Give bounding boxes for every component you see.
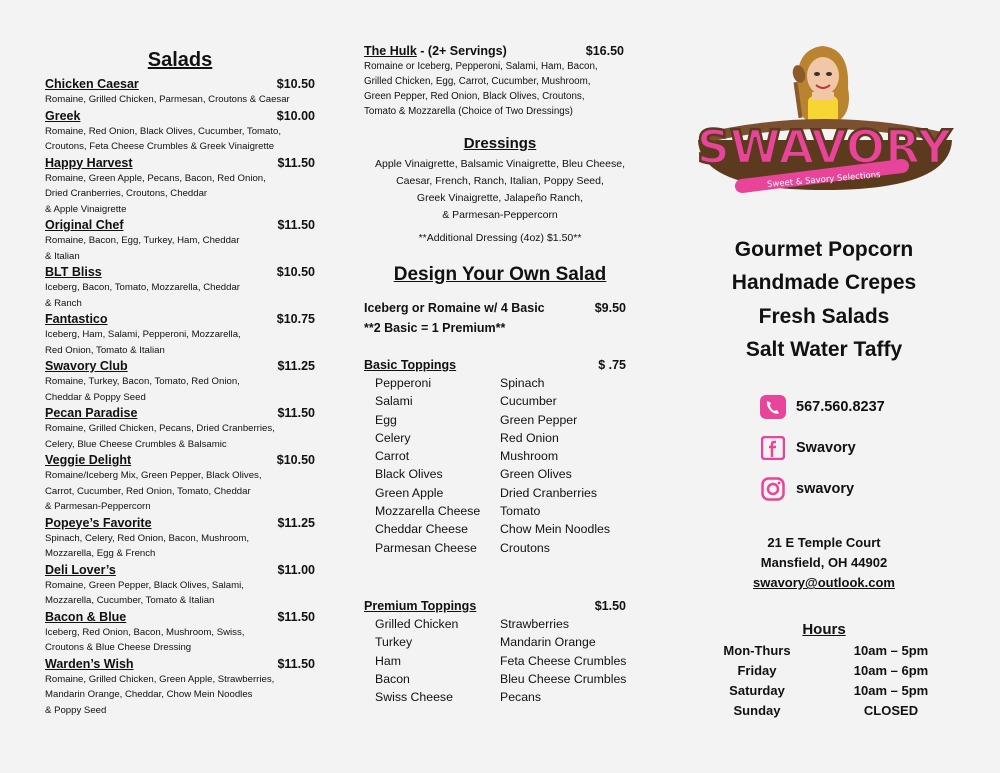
basic-topping-item: Parmesan Cheese xyxy=(375,540,477,555)
address-block xyxy=(690,533,958,593)
info-column xyxy=(690,40,958,721)
premium-topping-item: Ham xyxy=(375,653,401,668)
facebook-handle[interactable]: Swavory xyxy=(796,439,856,456)
dyo-base-price: $9.50 xyxy=(594,301,626,315)
basic-topping-item: Cheddar Cheese xyxy=(375,522,468,537)
salad-item-header xyxy=(45,657,315,672)
basic-topping-item: Mushroom xyxy=(500,449,559,464)
salad-item-header xyxy=(45,610,315,625)
dyo-base-label: Iceberg or Romaine w/ 4 Basic xyxy=(364,301,545,315)
basic-toppings-grid xyxy=(364,374,636,557)
salad-item xyxy=(45,77,315,108)
salad-name: Swavory Club xyxy=(45,359,128,373)
hours-time: 10am – 6pm xyxy=(853,663,929,679)
hours-day: Saturday xyxy=(729,683,785,699)
facebook-icon xyxy=(760,435,786,461)
contact-block xyxy=(690,386,958,509)
basic-topping-item: Mozzarella Cheese xyxy=(375,504,481,519)
middle-column xyxy=(364,44,636,706)
salad-list xyxy=(45,77,315,718)
premium-topping-item: Grilled Chicken xyxy=(375,616,459,631)
basic-topping-item: Pepperoni xyxy=(375,376,432,390)
hours-row xyxy=(690,641,958,661)
salad-description: Iceberg, Bacon, Tomato, Mozzarella, Cheddar & Ranch xyxy=(45,282,240,309)
basic-topping-item: Black Olives xyxy=(375,467,443,482)
salad-price: $11.25 xyxy=(277,515,315,530)
salad-name: Veggie Delight xyxy=(45,453,132,467)
salad-description: Iceberg, Red Onion, Bacon, Mushroom, Swiss, Croutons & Blue Cheese Dressing xyxy=(45,626,245,653)
salads-heading: Salads xyxy=(147,49,213,71)
premium-toppings-grid xyxy=(364,615,636,706)
hours-day: Sunday xyxy=(733,703,781,719)
basic-topping-item: Green Apple xyxy=(375,485,444,500)
basic-topping-item: Celery xyxy=(375,430,411,445)
logo-wordmark: SWAVORY xyxy=(696,120,952,174)
salad-name: Warden’s Wish xyxy=(45,656,134,671)
instagram-icon xyxy=(760,476,786,502)
salads-column xyxy=(45,44,315,719)
salad-item xyxy=(45,312,315,358)
dyo-base-line xyxy=(364,298,626,318)
salad-item-header xyxy=(45,109,315,124)
salad-item xyxy=(45,563,315,609)
dyo-note: **2 Basic = 1 Premium** xyxy=(364,321,506,335)
salad-item xyxy=(45,109,315,155)
logo-graphic xyxy=(690,40,958,200)
salad-price: $10.50 xyxy=(276,265,315,279)
additional-dressing-note: **Additional Dressing (4oz) $1.50** xyxy=(418,232,582,244)
salad-item xyxy=(45,406,315,452)
premium-topping-item: Swiss Cheese xyxy=(375,690,453,705)
salad-description: Romaine, Grilled Chicken, Parmesan, Croutons & Caesar xyxy=(45,94,290,105)
salad-description: Romaine, Green Pepper, Black Olives, Salami, Mozzarella, Cucumber, Tomato & Italian xyxy=(45,579,244,606)
salad-description: Romaine, Red Onion, Black Olives, Cucumber, Tomato, Croutons, Feta Cheese Crumbles & Greek Vinaigrette xyxy=(45,125,282,152)
basic-toppings-price: $ .75 xyxy=(598,358,626,372)
basic-topping-item: Salami xyxy=(375,394,413,409)
address-line-1: 21 E Temple Court xyxy=(767,535,881,551)
offerings-list xyxy=(690,233,958,366)
salad-item xyxy=(45,218,315,264)
salad-name: BLT Bliss xyxy=(45,265,102,279)
salad-item xyxy=(45,265,315,311)
salad-item xyxy=(45,453,315,515)
salad-item-header xyxy=(45,218,315,233)
salad-price: $11.25 xyxy=(277,359,315,373)
hours-row xyxy=(690,701,958,721)
salad-name: Deli Lover’s xyxy=(45,562,116,577)
instagram-handle[interactable]: swavory xyxy=(796,480,855,497)
hours-day: Friday xyxy=(737,663,777,679)
salad-item xyxy=(45,610,315,656)
salad-price: $11.50 xyxy=(277,218,315,232)
salad-price: $10.75 xyxy=(276,312,315,326)
hours-time: 10am – 5pm xyxy=(853,643,929,659)
basic-toppings-label: Basic Toppings xyxy=(364,358,457,372)
salad-description: Romaine, Green Apple, Pecans, Bacon, Red Onion, Dried Cranberries, Croutons, Cheddar & Apple Vinaigrette xyxy=(45,172,266,215)
basic-toppings-header xyxy=(364,356,626,374)
salad-name: Chicken Caesar xyxy=(45,77,139,91)
salad-price: $10.00 xyxy=(276,108,315,123)
email-link[interactable]: swavory@outlook.com xyxy=(753,575,895,591)
dressings-heading: Dressings xyxy=(463,135,537,152)
premium-toppings-label: Premium Toppings xyxy=(364,598,477,613)
salad-item-header xyxy=(45,265,315,280)
hours-row xyxy=(690,681,958,701)
salad-item-header xyxy=(45,406,315,421)
hulk-servings: - (2+ Servings) xyxy=(416,44,507,58)
salad-name: Greek xyxy=(45,108,81,123)
hours-time: CLOSED xyxy=(863,703,919,719)
hours-table xyxy=(690,641,958,721)
salad-item xyxy=(45,359,315,405)
offering-item: Salt Water Taffy xyxy=(745,337,903,361)
phone-icon xyxy=(760,394,786,420)
salad-item-header xyxy=(45,563,315,578)
basic-topping-item: Red Onion xyxy=(500,430,559,445)
basic-topping-item: Green Olives xyxy=(500,467,572,482)
hulk-name: The Hulk xyxy=(364,44,417,58)
hours-row xyxy=(690,661,958,681)
salad-description: Romaine, Bacon, Egg, Turkey, Ham, Cheddar & Italian xyxy=(45,235,240,262)
salad-price: $11.50 xyxy=(277,406,315,420)
offering-item: Gourmet Popcorn xyxy=(734,238,914,261)
salad-item-header xyxy=(45,312,315,327)
hours-heading: Hours xyxy=(802,621,846,639)
dressings-list: Apple Vinaigrette, Balsamic Vinaigrette, Bleu Cheese, Caesar, French, Ranch, Italian, Poppy Seed, Greek Vinaigrette, Jalapeño Ranch, & Parmesan-Peppercorn xyxy=(374,158,625,221)
basic-topping-item: Spinach xyxy=(500,376,545,390)
salad-name: Happy Harvest xyxy=(45,155,133,170)
basic-topping-item: Dried Cranberries xyxy=(500,485,598,500)
premium-topping-item: Bleu Cheese Crumbles xyxy=(500,671,627,686)
hours-time: 10am – 5pm xyxy=(853,683,929,699)
salad-description: Iceberg, Ham, Salami, Pepperoni, Mozzarella, Red Onion, Tomato & Italian xyxy=(45,329,241,356)
salad-name: Bacon & Blue xyxy=(45,609,127,624)
swavory-logo xyxy=(690,40,958,200)
basic-topping-item: Green Pepper xyxy=(500,412,578,427)
salad-description: Romaine/Iceberg Mix, Green Pepper, Black Olives, Carrot, Cucumber, Red Onion, Tomato, Cheddar & Parmesan-Peppercorn xyxy=(45,470,262,512)
phone-number[interactable]: 567.560.8237 xyxy=(796,398,885,415)
salad-item-header xyxy=(45,359,315,374)
basic-topping-item: Chow Mein Noodles xyxy=(500,522,611,537)
premium-topping-item: Bacon xyxy=(375,671,410,686)
premium-topping-item: Turkey xyxy=(375,635,413,650)
salad-item xyxy=(45,657,315,719)
salad-price: $11.50 xyxy=(277,609,315,624)
hulk-header xyxy=(364,44,624,59)
salad-name: Popeye’s Favorite xyxy=(45,515,152,530)
premium-topping-item: Mandarin Orange xyxy=(500,635,596,650)
salad-price: $10.50 xyxy=(276,453,315,467)
salad-price: $10.50 xyxy=(276,77,315,91)
basic-topping-item: Tomato xyxy=(500,504,541,519)
salad-description: Romaine, Turkey, Bacon, Tomato, Red Onion, Cheddar & Poppy Seed xyxy=(45,376,240,403)
basic-topping-item: Cucumber xyxy=(500,394,557,409)
address-line-2: Mansfield, OH 44902 xyxy=(760,555,888,571)
hulk-description: Romaine or Iceberg, Pepperoni, Salami, Ham, Bacon, Grilled Chicken, Egg, Carrot, Cucumber, Mushroom, Green Pepper, Red Onion, Black Olives, Croutons, Tomato & Mozzarella (Choice of Two Dressings) xyxy=(364,61,598,117)
offering-item: Handmade Crepes xyxy=(731,271,917,295)
premium-topping-item: Feta Cheese Crumbles xyxy=(500,653,627,668)
salad-price: $11.00 xyxy=(277,562,315,577)
facebook-row[interactable] xyxy=(760,427,958,468)
salad-description: Romaine, Grilled Chicken, Green Apple, Strawberries, Mandarin Orange, Cheddar, Chow Mein Noodles & Poppy Seed xyxy=(45,673,275,716)
salad-name: Fantastico xyxy=(45,312,108,326)
salad-name: Pecan Paradise xyxy=(45,406,138,420)
basic-topping-item: Carrot xyxy=(375,449,410,464)
salad-description: Spinach, Celery, Red Onion, Bacon, Mushroom, Mozzarella, Egg & French xyxy=(45,532,250,559)
logo-tagline: Sweet & Savory Selections xyxy=(766,170,881,190)
offering-item: Fresh Salads xyxy=(758,304,890,328)
basic-topping-item: Egg xyxy=(375,412,397,427)
salad-price: $11.50 xyxy=(277,155,315,170)
salad-item-header xyxy=(45,516,315,531)
design-your-own-heading: Design Your Own Salad xyxy=(393,264,607,285)
hulk-price: $16.50 xyxy=(585,44,624,58)
salad-item xyxy=(45,156,315,218)
premium-topping-item: Pecans xyxy=(500,690,542,705)
salad-description: Romaine, Grilled Chicken, Pecans, Dried Cranberries, Celery, Blue Cheese Crumbles & Balsamic xyxy=(45,423,275,450)
mascot-girl-icon xyxy=(791,46,849,126)
salad-item-header xyxy=(45,453,315,468)
salad-item-header xyxy=(45,156,315,171)
salad-price: $11.50 xyxy=(277,656,315,671)
salad-item xyxy=(45,516,315,562)
instagram-row[interactable] xyxy=(760,468,958,509)
basic-topping-item: Croutons xyxy=(500,540,550,555)
phone-row[interactable] xyxy=(760,386,958,427)
premium-toppings-header xyxy=(364,597,626,615)
premium-topping-item: Strawberries xyxy=(500,616,570,631)
salad-name: Original Chef xyxy=(45,218,124,232)
hours-day: Mon-Thurs xyxy=(723,643,791,659)
premium-toppings-price: $1.50 xyxy=(594,598,626,613)
salad-item-header xyxy=(45,77,315,92)
